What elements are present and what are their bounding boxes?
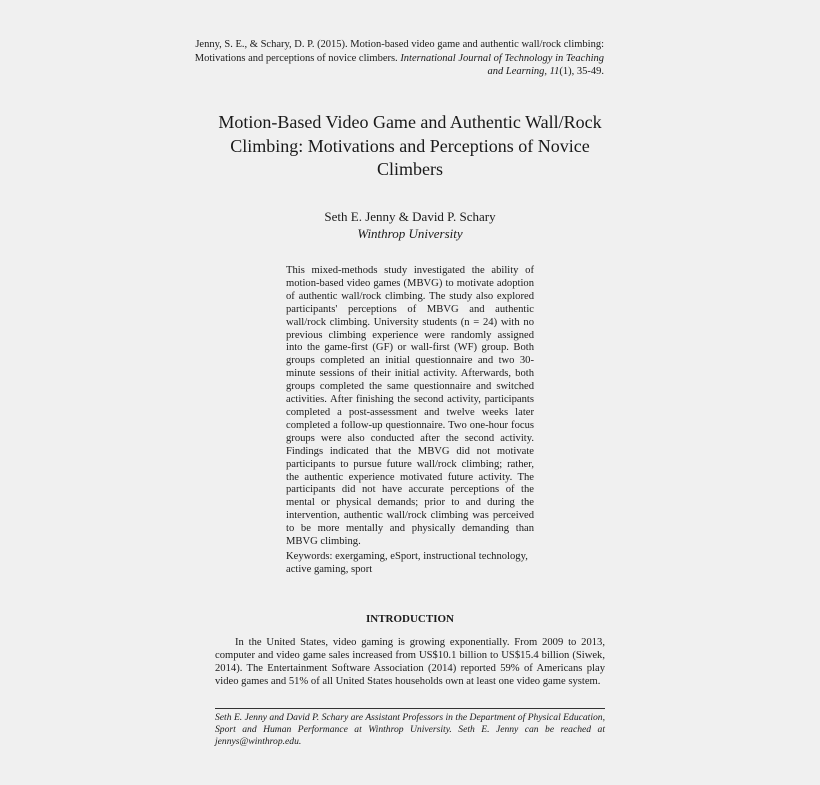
citation-issue-pages: (1), 35-49.	[559, 66, 604, 77]
author-names: Seth E. Jenny & David P. Schary	[324, 209, 496, 224]
author-footnote: Seth E. Jenny and David P. Schary are Assistant Professors in the Department of Physical Education, Sport and Human Performance at Winthrop University. Seth E. Jenny can be reached at jennys@winthrop.edu.	[215, 712, 605, 747]
section-heading-introduction: INTRODUCTION	[365, 613, 454, 625]
footnote-divider	[215, 708, 605, 709]
keywords: Keywords: exergaming, eSport, instructional technology, active gaming, sport	[286, 551, 528, 575]
author-block	[200, 208, 620, 242]
paper-title: Motion-Based Video Game and Authentic Wall/Rock Climbing: Motivations and Perceptions of Novice Climbers	[218, 112, 602, 179]
citation-header	[184, 38, 604, 79]
introduction-paragraph: In the United States, video gaming is growing exponentially. From 2009 to 2013, computer and video game sales increased from US$10.1 billion to US$15.4 billion (Siwek, 2014). The Entertainment Software Association (2014) reported 59% of Americans play video games and 51% of all United States households own at least one video game system.	[215, 637, 605, 687]
abstract: This mixed-methods study investigated the ability of motion-based video games (MBVG) to motivate adoption of authentic wall/rock climbing. The study also explored participants' perceptions of MBVG and authentic wall/rock climbing. University students (n = 24) with no previous climbing experience were randomly assigned into the game-first (GF) or wall-first (WF) group. Both groups completed an initial questionnaire and two 30-minute sessions of their initial activity. Afterwards, both groups completed the same questionnaire and switched activities. After finishing the second activity, participants completed a post-assessment and twelve weeks later completed a follow-up questionnaire. Two one-hour focus groups were also conducted after the second activity. Findings indicated that the MBVG did not motivate participants to pursue future wall/rock climbing; rather, the authentic experience motivated future activity. The participants did not have accurate perceptions of the mental or physical demands; prior to and during the intervention, authentic wall/rock climbing was perceived to be more mentally and physically demanding than MBVG climbing.	[286, 265, 534, 548]
citation-journal: International Journal of Technology in Teaching and Learning, 11	[400, 52, 604, 77]
author-affiliation: Winthrop University	[357, 226, 463, 241]
citation-text: Jenny, S. E., & Schary, D. P. (2015). Motion-based video game and authentic wall/rock climbing: Motivations and perceptions of novice climbers.	[194, 39, 604, 64]
